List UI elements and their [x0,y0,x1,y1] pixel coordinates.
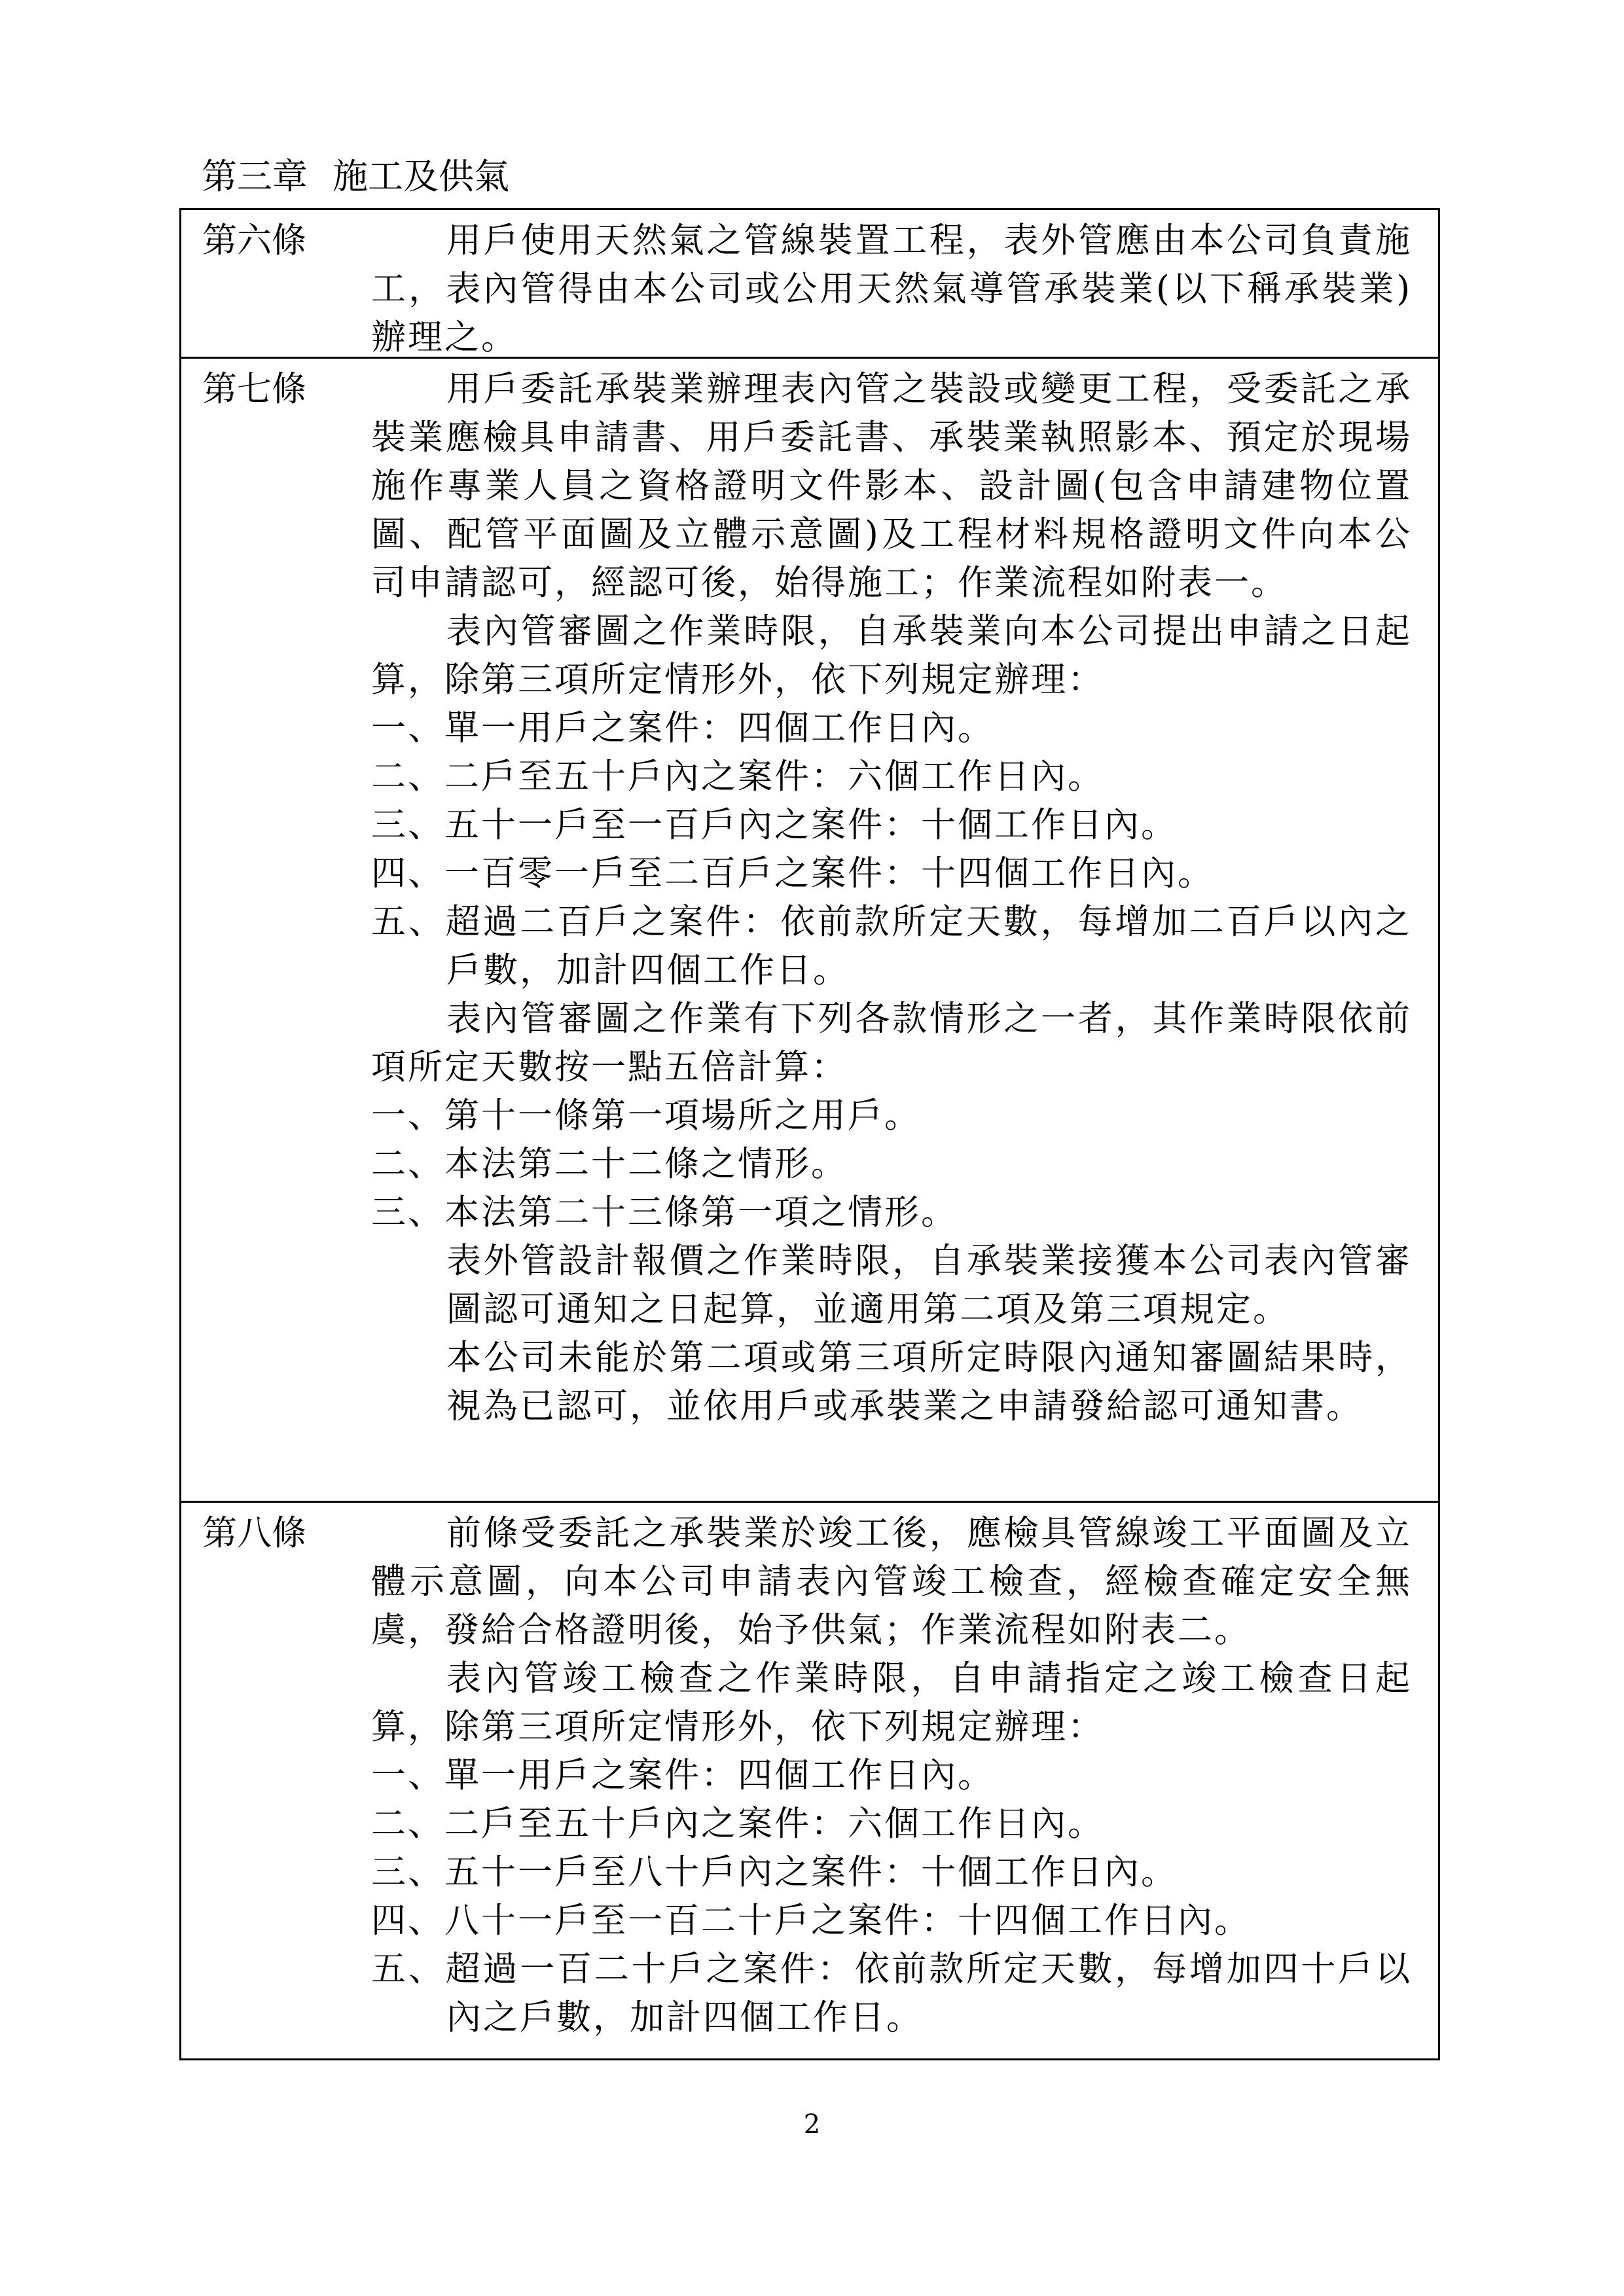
list-item: 三、五十一戶至八十戶內之案件：十個工作日內。 [371,1852,1178,1892]
list-item: 五、超過一百二十戶之案件：依前款所定天數，每增加四十戶以內之戶數，加計四個工作日。 [371,1949,1412,2037]
article-paragraph: 表內管審圖之作業時限，自承裝業向本公司提出申請之日起算，除第三項所定情形外，依下列規定辦理： [371,611,1412,700]
articles-table [179,208,1440,2060]
article-6 [181,210,1438,357]
chapter-title: 施工及供氣 [333,156,509,197]
list-item: 一、第十一條第一項場所之用戶。 [371,1096,921,1136]
article-8 [181,1501,1438,2058]
article-7 [181,357,1438,1501]
article-body [371,217,1412,362]
list-item: 二、二戶至五十戶內之案件：六個工作日內。 [371,757,1104,797]
article-body [371,1509,1412,2042]
list-item: 一、單一用戶之案件：四個工作日內。 [371,708,994,748]
list-item: 二、二戶至五十戶內之案件：六個工作日內。 [371,1804,1104,1844]
list-item: 四、八十一戶至一百二十戶之案件：十四個工作日內。 [371,1901,1251,1941]
article-paragraph: 表內管竣工檢查之作業時限，自申請指定之竣工檢查日起算，除第三項所定情形外，依下列規定辦理： [371,1659,1412,1747]
chapter-heading [202,156,509,198]
article-subparagraph: 本公司未能於第二項或第三項所定時限內通知審圖結果時，視為已認可，並依用戶或承裝業之申請發給認可通知書。 [446,1338,1412,1426]
list-item: 三、本法第二十三條第一項之情形。 [371,1193,958,1232]
page-number: 2 [803,2109,821,2140]
article-paragraph: 用戶使用天然氣之管線裝置工程，表外管應由本公司負責施工，表內管得由本公司或公用天然氣導管承裝業(以下稱承裝業)辦理之。 [371,221,1412,357]
list-item: 五、超過二百戶之案件：依前款所定天數，每增加二百戶以內之戶數，加計四個工作日。 [371,902,1412,990]
article-paragraph: 前條受委託之承裝業於竣工後，應檢具管線竣工平面圖及立體示意圖，向本公司申請表內管竣工檢查，經檢查確定安全無虞，發給合格證明後，始予供氣；作業流程如附表二。 [371,1513,1412,1650]
article-label: 第六條 [202,221,306,260]
article-paragraph: 表內管審圖之作業有下列各款情形之一者，其作業時限依前項所定天數按一點五倍計算： [371,999,1412,1087]
list-item: 一、單一用戶之案件：四個工作日內。 [371,1755,994,1795]
list-item: 三、五十一戶至一百戶內之案件：十個工作日內。 [371,805,1178,845]
chapter-label: 第三章 [202,156,308,197]
list-item: 二、本法第二十二條之情形。 [371,1144,848,1184]
article-label: 第八條 [202,1513,306,1553]
list-item: 四、一百零一戶至二百戶之案件：十四個工作日內。 [371,853,1214,893]
article-paragraph: 用戶委託承裝業辦理表內管之裝設或變更工程，受委託之承裝業應檢具申請書、用戶委託書、承裝業執照影本、預定於現場施作專業人員之資格證明文件影本、設計圖(包含申請建物位置圖、配管平面圖及立體示意圖)及工程材料規格證明文件向本公司申請認可，經認可後，始得施工；作業流程如附表一。 [371,369,1412,603]
article-label: 第七條 [202,369,306,409]
article-body [371,365,1412,1431]
article-subparagraph: 表外管設計報價之作業時限，自承裝業接獲本公司表內管審圖認可通知之日起算，並適用第二項及第三項規定。 [446,1241,1412,1329]
